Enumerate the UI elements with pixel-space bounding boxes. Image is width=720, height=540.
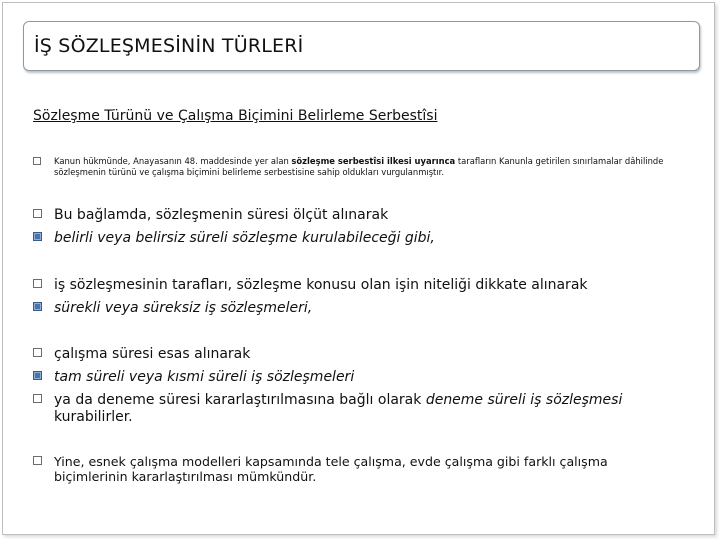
trial-text-italic: deneme süreli iş sözleşmesi — [425, 392, 623, 408]
hollow-square-bullet-icon — [33, 456, 42, 465]
list-item-text: Bu bağlamda, sözleşmenin süresi ölçüt alınarak — [54, 207, 389, 223]
final-text: Yine, esnek çalışma modelleri kapsamında tele çalışma, evde çalışma gibi farklı çalışma biçimlerinin kararlaştırılması mümkündür. — [54, 454, 608, 484]
filled-square-bullet-icon — [33, 302, 42, 311]
slide-title: İŞ SÖZLEŞMESİNİN TÜRLERİ — [34, 35, 304, 57]
intro-text-after: tarafların Kanunla getirilen sınırlamalar dâhilinde sözleşmenin türünü ve çalışma biçimini belirleme serbestisine sahip oldukları vurgulanmıştır. — [54, 156, 664, 177]
title-box — [23, 21, 700, 71]
trial-item — [33, 392, 654, 426]
list-item-text: iş sözleşmesinin tarafları, sözleşme konusu olan işin niteliği dikkate alınarak — [54, 277, 588, 293]
intro-text-before: Kanun hükmünde, Anayasanın 48. maddesinde yer alan — [54, 156, 292, 166]
hollow-square-bullet-icon — [33, 348, 42, 357]
trial-text-after: kurabilirler. — [54, 409, 133, 425]
list-item — [33, 230, 435, 247]
filled-square-bullet-icon — [33, 232, 42, 241]
filled-square-bullet-icon — [33, 371, 42, 380]
hollow-square-bullet-icon — [33, 279, 42, 288]
list-item-text: belirli veya belirsiz süreli sözleşme kurulabileceği gibi, — [54, 230, 435, 246]
list-item-text: tam süreli veya kısmi süreli iş sözleşmeleri — [54, 369, 355, 385]
list-item — [33, 346, 250, 363]
section-subtitle: Sözleşme Türünü ve Çalışma Biçimini Belirleme Serbestîsi — [33, 108, 438, 124]
trial-text-before: ya da deneme süresi kararlaştırılmasına bağlı olarak — [54, 392, 426, 408]
intro-paragraph — [33, 156, 694, 178]
list-item — [33, 300, 312, 317]
hollow-square-bullet-icon — [33, 157, 41, 165]
hollow-square-bullet-icon — [33, 394, 42, 403]
list-item-text: çalışma süresi esas alınarak — [54, 346, 251, 362]
list-item — [33, 277, 588, 294]
list-item — [33, 369, 354, 386]
list-item-text: sürekli veya süreksiz iş sözleşmeleri, — [54, 300, 313, 316]
intro-text-bold: sözleşme serbestîsi ilkesi uyarınca — [291, 156, 456, 166]
list-item — [33, 207, 388, 224]
final-item — [33, 454, 664, 484]
hollow-square-bullet-icon — [33, 209, 42, 218]
